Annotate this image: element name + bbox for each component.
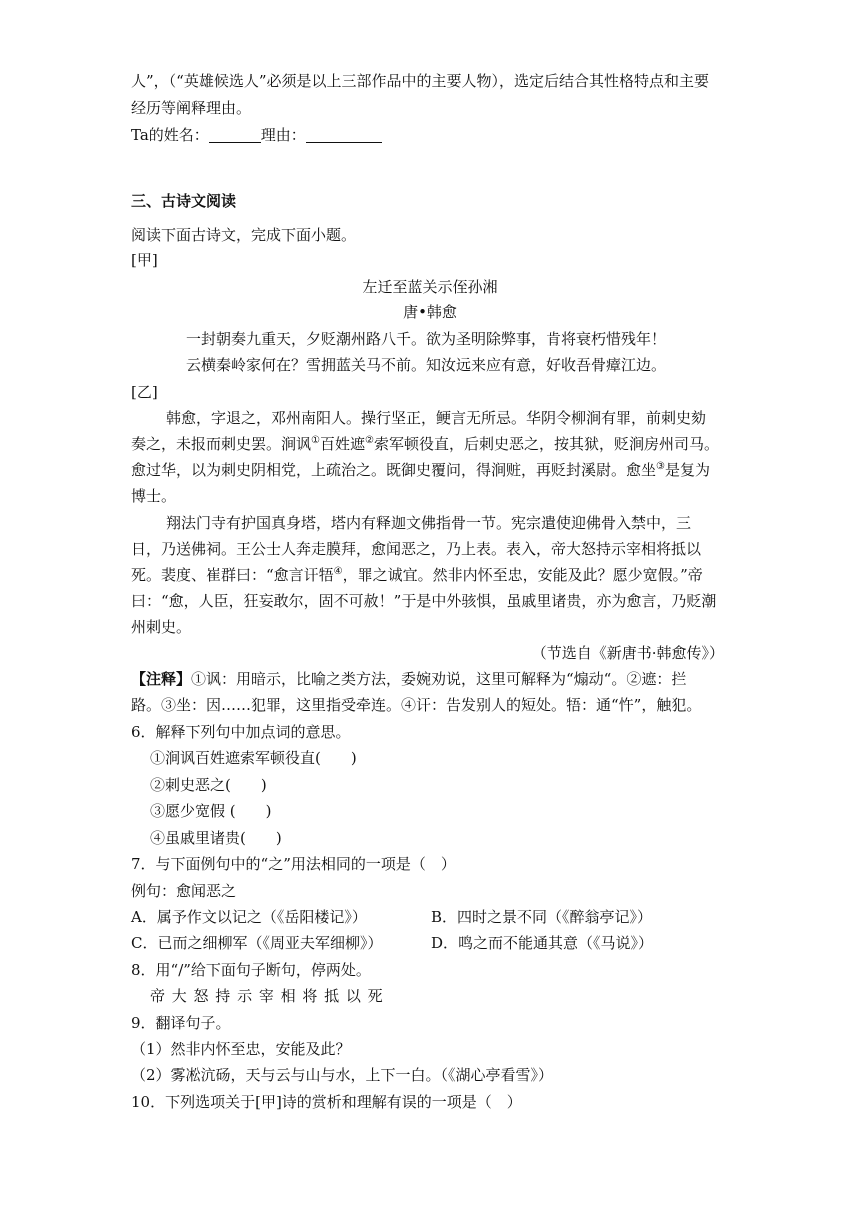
prose-segment: 死。裴度、崔群曰：“愈言讦牾 <box>131 566 334 584</box>
question-6: 6．解释下列句中加点词的意思。 <box>131 723 351 741</box>
question-7-example: 例句：愈闻恶之 <box>131 882 237 900</box>
prose-line <box>0 433 860 455</box>
text-label-jia: [甲] <box>131 251 158 269</box>
name-blank[interactable] <box>209 126 261 143</box>
question-9: 9．翻译句子。 <box>131 1014 231 1032</box>
prose-segment: 索军顿役直，后刺史恶之，按其狱，贬涧房州司马。 <box>373 435 719 453</box>
reason-label: 理由： <box>260 126 306 144</box>
prose-line <box>0 564 860 586</box>
question-6-item: ③愿少宽假 ( ) <box>150 802 272 820</box>
question-9-item: （1）然非内怀至忠，安能及此？ <box>131 1040 351 1058</box>
note-label: 【注释】 <box>131 670 192 688</box>
poem-title: 左迁至蓝关示侄孙湘 <box>362 278 498 296</box>
option-c[interactable]: C．已而之细柳军（《周亚夫军细柳》） <box>131 934 383 952</box>
footnote-ref: ① <box>311 435 320 446</box>
text-label-yi: [乙] <box>131 383 158 401</box>
question-6-item: ④虽戚里诸贵( ) <box>150 829 282 847</box>
name-label: Ta的姓名： <box>131 126 209 144</box>
option-a[interactable]: A．属予作文以记之（《岳阳楼记》） <box>131 908 367 926</box>
prose-line: 日，乃送佛祠。王公士人奔走膜拜，愈闻恶之，乃上表。表入，帝大怒持示宰相将抵以 <box>131 540 702 558</box>
options-row <box>0 932 860 954</box>
prose-line <box>0 459 860 481</box>
prose-line: 翔法门寺有护国真身塔，塔内有释迦文佛指骨一节。宪宗遣使迎佛骨入禁中，三 <box>166 514 692 532</box>
prose-line: 曰：“愈，人臣，狂妄敢尔，固不可赦！”于是中外骇惧，虽戚里诸贵，亦为愈言，乃贬潮 <box>131 592 717 610</box>
option-d[interactable]: D．鸣之而不能通其意（《马说》） <box>431 934 654 952</box>
option-b[interactable]: B．四时之景不同（《醉翁亭记》） <box>431 908 653 926</box>
text-line: 经历等阐释理由。 <box>131 99 252 117</box>
poem-author: 唐•韩愈 <box>403 303 457 321</box>
note-line <box>0 668 860 690</box>
note-text: ①讽：用暗示，比喻之类方法，委婉劝说，这里可解释为“煽动“。②遮：拦 <box>191 670 687 688</box>
question-10: 10．下列选项关于[甲]诗的赏析和理解有误的一项是（ ） <box>131 1093 522 1111</box>
question-8: 8．用“/”给下面句子断句，停两处。 <box>131 961 371 979</box>
prose-segment: ，罪之诚宜。然非内怀至忠，安能及此？愿少宽假。”帝 <box>342 566 703 584</box>
reason-blank[interactable] <box>306 126 382 143</box>
note-line: 路。③坐：因……犯罪，这里指受牵连。④讦：告发别人的短处。牾：通“忤”，触犯。 <box>131 696 702 714</box>
prose-line: 博士。 <box>131 487 177 505</box>
prose-line: 韩愈，字退之，邓州南阳人。操行坚正，鲠言无所忌。华阴令柳涧有罪，前刺史劾 <box>166 409 707 427</box>
source-citation: （节选自《新唐书·韩愈传》） <box>531 644 724 662</box>
footnote-ref: ④ <box>333 566 343 577</box>
prose-segment: 奏之，未报而刺史罢。涧讽 <box>131 435 312 453</box>
text-line: 人”，（“英雄候选人”必须是以上三部作品中的主要人物），选定后结合其性格特点和主要 <box>131 72 710 90</box>
footnote-ref: ② <box>365 435 374 446</box>
prose-segment: 是复为 <box>664 461 710 479</box>
prose-line: 州刺史。 <box>131 618 192 636</box>
section-heading: 三、古诗文阅读 <box>131 192 237 210</box>
footnote-ref: ③ <box>656 461 665 472</box>
question-6-item: ②刺史恶之( ) <box>150 776 267 794</box>
options-row <box>0 906 860 928</box>
question-7: 7．与下面例句中的“之”用法相同的一项是（ ） <box>131 855 456 873</box>
question-6-item: ①涧讽百姓遮索军顿役直( ) <box>150 749 357 767</box>
prose-segment: 百姓遮 <box>319 435 365 453</box>
question-8-sentence: 帝 大 怒 持 示 宰 相 将 抵 以 死 <box>150 987 384 1005</box>
poem-line: 云横秦岭家何在？雪拥蓝关马不前。知汝远来应有意，好收吾骨瘴江边。 <box>186 356 667 374</box>
instruction: 阅读下面古诗文，完成下面小题。 <box>131 226 357 244</box>
answer-line <box>0 124 860 146</box>
prose-segment: 愈过华，以为刺史阴相党，上疏治之。既御史覆问，得涧赃，再贬封溪尉。愈坐 <box>131 461 657 479</box>
question-9-item: （2）雾凇沆砀，天与云与山与水，上下一白。（《湖心亭看雪》） <box>131 1066 554 1084</box>
poem-line: 一封朝奏九重天，夕贬潮州路八千。欲为圣明除弊事，肯将衰朽惜残年！ <box>186 330 667 348</box>
